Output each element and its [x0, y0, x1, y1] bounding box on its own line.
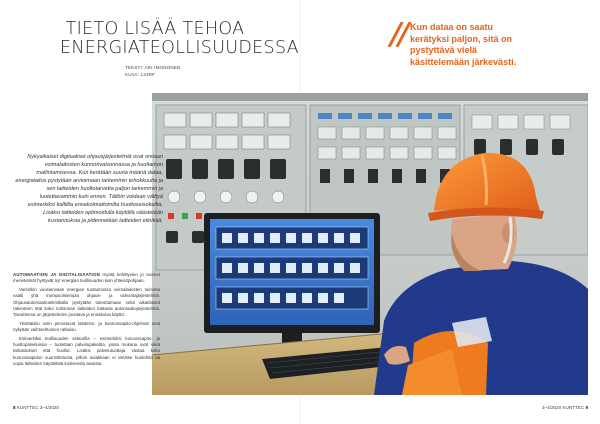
- article-headline: [60, 19, 299, 58]
- magazine-name-left: KUNTTEC: [16, 405, 39, 410]
- headline-line-1: TIETO LISÄÄ TEHOA: [65, 19, 245, 39]
- quote-mark-icon: //: [386, 17, 410, 52]
- body-paragraph-text: myötä kehittyvien jo tuoreet menetelmät hyötyvät nyt energian teollisuuden kuin yhteisöpohjaan.: [13, 272, 160, 284]
- folio-right: [542, 405, 588, 410]
- body-paragraph: Esimerkiksi teollisuuden sektorilla – esimerkiksi kunnossapito- ja huoltopalveluissa – tuotetaan palvelupakettia, jossa mukana ovat sekä tarkastukset että huollot. Lisäksi palvelutuottaja vastaa koko kunnossapidon suunnittelusta, jolloin asiakkaan ei tarvitse huolehtia tai sopia laitteiden käyttöikää koskevista asioista.: [13, 335, 160, 367]
- credit-photo: KUVA: 123RF: [125, 72, 156, 77]
- control-room-photo: [152, 93, 588, 395]
- folio-left: [13, 405, 59, 410]
- issue-right: 3–4/2020: [542, 405, 562, 410]
- body-paragraph: [13, 272, 160, 285]
- page-number-right: 9: [585, 405, 588, 410]
- body-paragraph: Yksittäisiin osiin perustuvat laitteisto- ja kunnossapito-ohjelmat ovat nykyään vaihtoehtoinen ratkaisu.: [13, 320, 160, 333]
- article-body: [13, 272, 160, 370]
- credit-text: TEKSTI: ARI IMONONEN: [125, 65, 181, 70]
- magazine-name-right: KUNTTEC: [562, 405, 585, 410]
- issue-left: 3–4/2020: [39, 405, 59, 410]
- monitor: [204, 213, 380, 351]
- body-paragraph: Varsinkin vuosienvaan energian tuotannossa voimalaitosten toiminta vaatii yhä monipuolisempia ohjaus- ja valvontajärjestelmiä. Ohjausautomaatiotekniikalla pystytään toteuttamaan sekä aikatilastot rakenteen että koko toiminnan laitteiden kattavia automaatiojärjestelmiä. Tavoitteena on järjestelmien joustava ja ennakoiva käyttö.: [13, 286, 160, 318]
- pull-quote: Kun dataa on saatu kerätyksi paljon, sitä on pystyttävä vielä käsittelemään järkevästi.: [410, 22, 517, 67]
- page-number-left: 8: [13, 405, 16, 410]
- article-intro: Nykyaikaiset digitaaliset ohjausjärjestelmät ovat omiaan voimalaitosten kunnonvalvonnassa ja huoltamon mallintamisessa. Kun kerätään suuria määriä dataa, energialaitos pystytään arvioimaan tarkemmin tehokkuutta ja sen laitteiden huoltotarvetta paljon tarkemmin ja luotettavammin kuin ennen. Tällöin voidaan välttyä esimerkiksi kalliilta ennakoimattomilta huoltoseisokeilta. Lisäksi laitteiden optimoidulla käytöllä säästetään kustannuksia ja pidennetään laitteiden elinikää.: [15, 154, 163, 224]
- headline-line-2: ENERGIATEOLLISUUDESSA: [60, 38, 299, 58]
- article-credits: [125, 64, 245, 78]
- body-lead-in: AUTOMAATION JA DIGITALISAATION: [13, 272, 100, 277]
